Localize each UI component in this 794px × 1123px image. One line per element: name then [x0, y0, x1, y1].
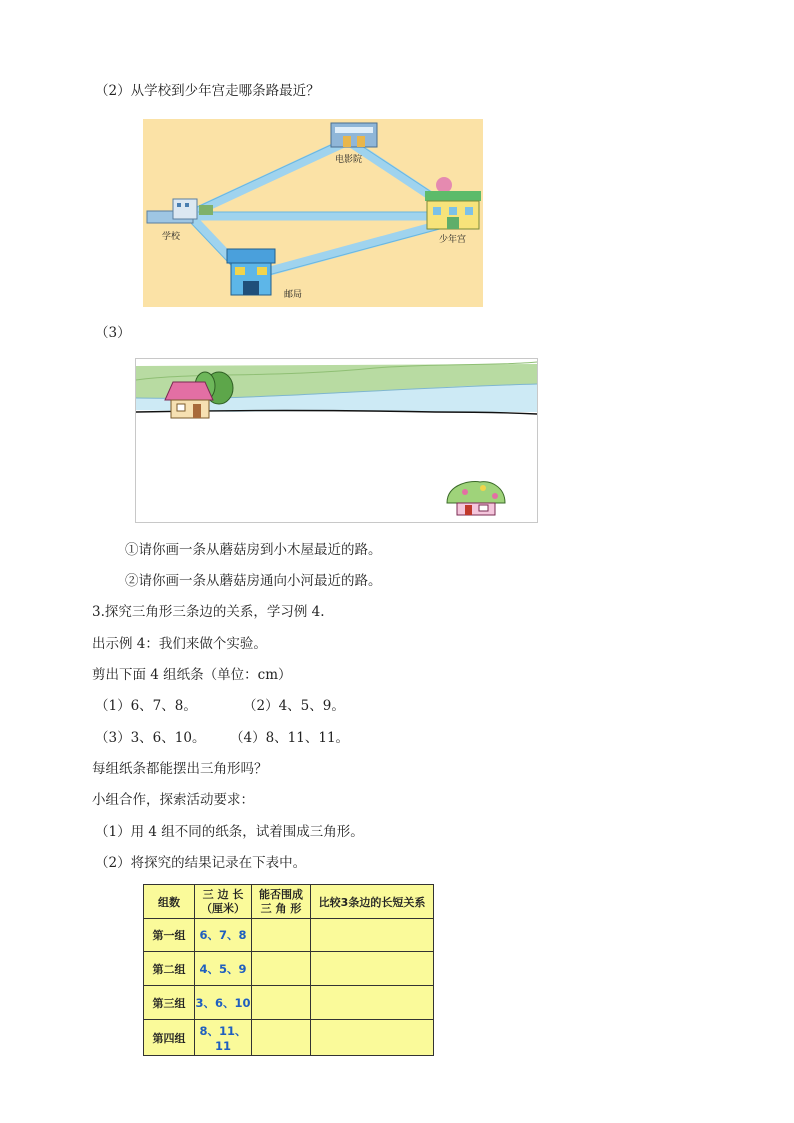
header-compare: 比较3条边的长短关系	[311, 885, 434, 919]
header-sides-line1: 三 边 长	[202, 887, 244, 901]
table-row	[144, 952, 434, 986]
requirement-1: （1）用 4 组不同的纸条，试着围成三角形。	[95, 824, 364, 840]
table-row	[144, 986, 434, 1020]
row-compare-cell[interactable]	[311, 919, 434, 952]
row-sides: 3、6、10	[195, 986, 252, 1020]
route-map-figure	[143, 119, 483, 307]
header-group: 组数	[144, 885, 195, 919]
question-3: （3）	[95, 325, 131, 341]
group-4-text: （4）8、11、11。	[230, 730, 350, 746]
row-compare-cell[interactable]	[311, 1020, 434, 1056]
triangle-question: 每组纸条都能摆出三角形吗？	[92, 761, 268, 777]
river-scene-figure	[135, 358, 538, 523]
row-group-name: 第二组	[144, 952, 195, 986]
row-group-name: 第三组	[144, 986, 195, 1020]
question-2: （2）从学校到少年宫走哪条路最近？	[95, 83, 320, 99]
record-table	[143, 884, 434, 1056]
cooperation-requirements: 小组合作，探索活动要求：	[92, 792, 254, 808]
row-can-form-cell[interactable]	[252, 919, 311, 952]
requirement-2: （2）将探究的结果记录在下表中。	[95, 855, 307, 871]
row-group-name: 第四组	[144, 1020, 195, 1056]
row-can-form-cell[interactable]	[252, 1020, 311, 1056]
row-sides: 6、7、8	[195, 919, 252, 952]
map-label-youth-palace: 少年宫	[439, 235, 467, 245]
map-label-post-office: 邮局	[284, 290, 303, 300]
cut-strips-instruction: 剪出下面 4 组纸条（单位：cm）	[92, 667, 292, 683]
task-2: ②请你画一条从蘑菇房通向小河最近的路。	[125, 573, 382, 589]
group-2-text: （2）4、5、9。	[243, 698, 345, 714]
table-header-row	[144, 885, 434, 919]
header-can-form-line2: 三 角 形	[260, 901, 302, 915]
row-group-name: 第一组	[144, 919, 195, 952]
row-compare-cell[interactable]	[311, 952, 434, 986]
row-can-form-cell[interactable]	[252, 952, 311, 986]
cinema-building-icon	[331, 123, 377, 147]
group-1-text: （1）6、7、8。	[95, 698, 197, 714]
table-row	[144, 919, 434, 952]
row-sides: 4、5、9	[195, 952, 252, 986]
header-can-form-line1: 能否围成	[259, 887, 303, 901]
section-3-heading: 3.探究三角形三条边的关系，学习例 4.	[92, 604, 325, 620]
map-label-cinema: 电影院	[335, 155, 363, 165]
header-can-form	[252, 885, 311, 919]
example-4-intro: 出示例 4：我们来做个实验。	[92, 636, 267, 652]
map-label-school: 学校	[162, 232, 181, 242]
row-sides: 8、11、11	[195, 1020, 252, 1056]
table-row	[144, 1020, 434, 1056]
row-compare-cell[interactable]	[311, 986, 434, 1020]
task-1: ①请你画一条从蘑菇房到小木屋最近的路。	[125, 542, 382, 558]
header-sides	[195, 885, 252, 919]
group-3-text: （3）3、6、10。	[95, 730, 206, 746]
header-sides-line2: （厘米）	[201, 901, 245, 915]
post-office-building-icon	[227, 249, 275, 295]
row-can-form-cell[interactable]	[252, 986, 311, 1020]
